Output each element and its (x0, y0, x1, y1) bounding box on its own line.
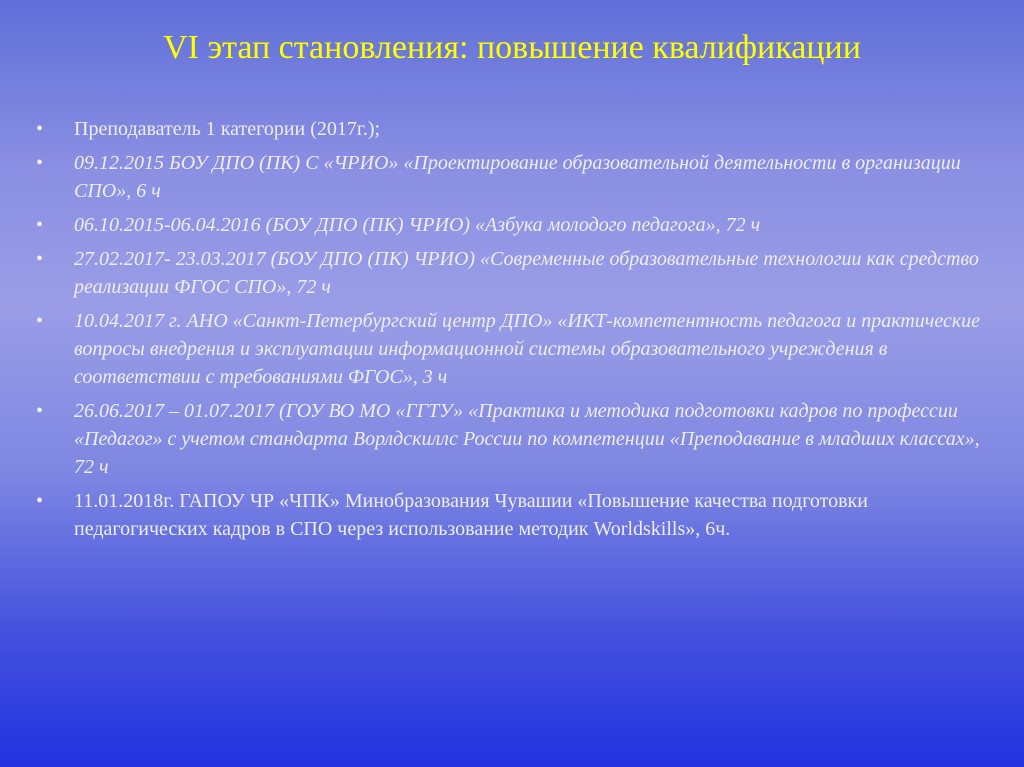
list-item (36, 115, 996, 143)
bullet: • (36, 248, 44, 270)
bullet: • (36, 152, 44, 174)
list-item-text: 27.02.2017- 23.03.2017 (БОУ ДПО (ПК) ЧРИО) «Современные образовательные технологии как средство реализации ФГОС СПО», 72 ч (74, 248, 979, 298)
list-item (36, 487, 996, 543)
bullet: • (36, 490, 44, 512)
list-item-text: Преподаватель 1 категории (2017г.); (74, 118, 381, 140)
list-item (36, 211, 996, 239)
bullet: • (36, 214, 44, 236)
list-item-text: 06.10.2015-06.04.2016 (БОУ ДПО (ПК) ЧРИО) «Азбука молодого педагога», 72 ч (74, 214, 761, 236)
list-item (36, 397, 996, 481)
list-item (36, 245, 996, 301)
slide-title: VI этап становления: повышение квалификации (163, 29, 861, 66)
qualification-list (36, 115, 996, 549)
bullet: • (36, 310, 44, 332)
list-item-text: 26.06.2017 – 01.07.2017 (ГОУ ВО МО «ГГТУ» «Практика и методика подготовки кадров по профессии «Педагог» с учетом стандарта Ворлдскиллс России по компетенции «Преподавание в младших классах», 72 ч (74, 400, 980, 478)
bullet: • (36, 118, 44, 140)
bullet: • (36, 400, 44, 422)
list-item-text: 10.04.2017 г. АНО «Санкт-Петербургский центр ДПО» «ИКТ-компетентность педагога и практические вопросы внедрения и эксплуатации информационной системы образовательного учреждения в соответствии с требованиями ФГОС», 3 ч (74, 310, 981, 388)
list-item (36, 149, 996, 205)
list-item (36, 307, 996, 391)
list-item-text: 11.01.2018г. ГАПОУ ЧР «ЧПК» Минобразования Чувашии «Повышение качества подготовки педагогических кадров в СПО через использование методик Worldskills», 6ч. (74, 490, 868, 540)
list-item-text: 09.12.2015 БОУ ДПО (ПК) С «ЧРИО» «Проектирование образовательной деятельности в организации СПО», 6 ч (74, 152, 961, 202)
